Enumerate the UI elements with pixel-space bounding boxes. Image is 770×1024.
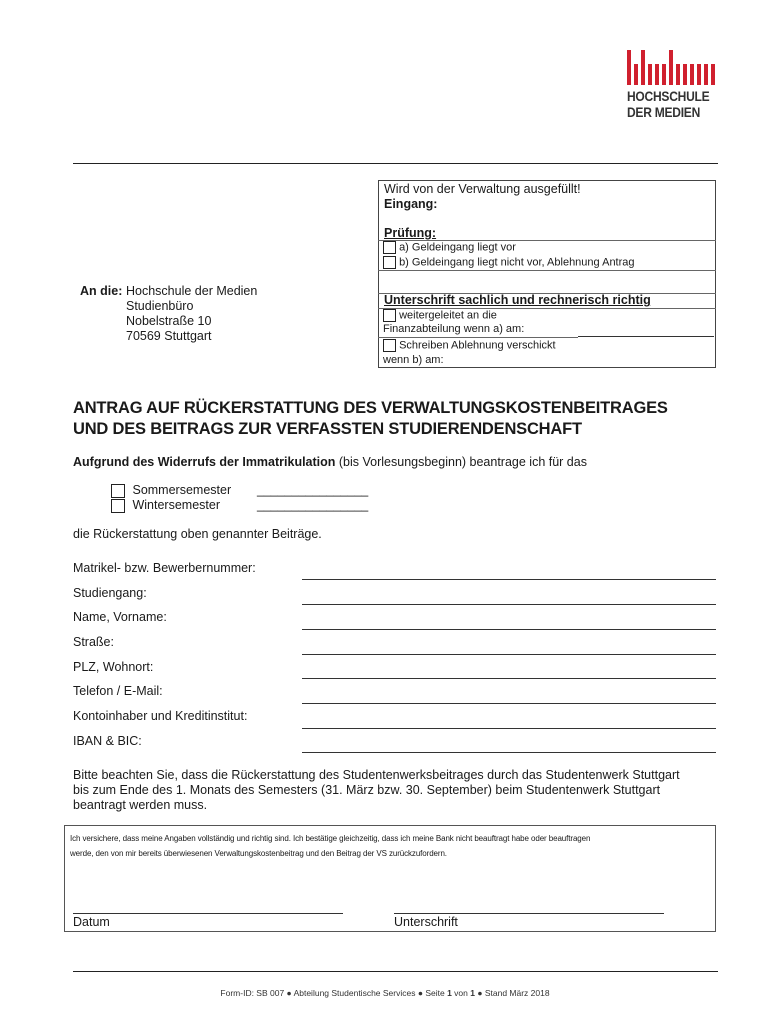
forward-date-line	[578, 336, 714, 337]
notice-line3: beantragt werden muss.	[73, 798, 208, 812]
winter-checkbox[interactable]	[111, 499, 125, 513]
field-input-strasse[interactable]	[302, 654, 716, 655]
forward-line1: weitergeleitet an die	[399, 309, 497, 322]
intro-text	[73, 455, 587, 469]
field-label-matrikel: Matrikel- bzw. Bewerbernummer:	[73, 561, 256, 575]
refund-text: die Rückerstattung oben genannter Beiträge.	[73, 527, 322, 541]
forward-row	[383, 309, 497, 322]
header-divider	[73, 163, 718, 164]
field-label-strasse: Straße:	[73, 635, 114, 649]
signature-heading: Unterschrift sachlich und rechnerisch richtig	[384, 293, 651, 307]
semester-row-summer	[111, 483, 231, 498]
declaration-text	[70, 831, 590, 861]
address-line: Studienbüro	[126, 299, 194, 313]
pruefung-label: Prüfung:	[384, 226, 437, 240]
field-label-kontoinhaber: Kontoinhaber und Kreditinstitut:	[73, 709, 248, 723]
unterschrift-line[interactable]	[394, 913, 664, 914]
address-label: An die:	[80, 284, 123, 298]
intro-bold: Aufgrund des Widerrufs der Immatrikulation	[73, 455, 336, 469]
hdm-logo-bars	[627, 48, 715, 86]
summer-label: Sommersemester	[132, 483, 232, 497]
option-a-label: a) Geldeingang liegt vor	[399, 241, 516, 254]
notice-line1: Bitte beachten Sie, dass die Rückerstattung des Studentenwerksbeitrages durch das Studentenwerk Stuttgart	[73, 768, 680, 782]
address-line: 70569 Stuttgart	[126, 329, 212, 343]
admin-divider-5	[378, 337, 578, 338]
admin-divider-2	[378, 270, 716, 271]
notice-text	[73, 768, 680, 813]
option-b-checkbox[interactable]	[383, 256, 396, 269]
field-input-telefon[interactable]	[302, 703, 716, 704]
reject-checkbox[interactable]	[383, 339, 396, 352]
logo-text-line2: DER MEDIEN	[627, 104, 701, 120]
field-input-kontoinhaber[interactable]	[302, 728, 716, 729]
page-title	[73, 398, 668, 440]
field-label-iban: IBAN & BIC:	[73, 734, 142, 748]
summer-checkbox[interactable]	[111, 484, 125, 498]
semester-row-winter	[111, 498, 220, 513]
footer-part1: Form-ID: SB 007 ● Abteilung Studentische Services ● Seite	[220, 988, 448, 998]
footer-total: 1	[470, 988, 475, 998]
option-a-row	[383, 241, 516, 254]
forward-checkbox[interactable]	[383, 309, 396, 322]
reject-line1: Schreiben Ablehnung verschickt	[399, 339, 556, 352]
address-line: Hochschule der Medien	[126, 284, 258, 298]
winter-year-blank[interactable]: ________________	[257, 498, 369, 512]
forward-line2: Finanzabteilung wenn a) am:	[383, 323, 525, 335]
declaration-line1: Ich versichere, dass meine Angaben vollständig und richtig sind. Ich bestätige gleichzeitig, dass ich meine Bank nicht beauftragt habe oder beauftragen	[70, 834, 591, 843]
field-label-studiengang: Studiengang:	[73, 586, 147, 600]
footer-page: 1	[447, 988, 452, 998]
notice-line2: bis zum Ende des 1. Monats des Semesters (31. März bzw. 30. September) beim Studentenwerk Stuttgart	[73, 783, 661, 797]
footer-divider	[73, 971, 718, 972]
address-block	[126, 284, 257, 344]
footer-part2: von	[451, 988, 471, 998]
option-a-checkbox[interactable]	[383, 241, 396, 254]
footer-part3: ● Stand März 2018	[474, 988, 550, 998]
option-b-label: b) Geldeingang liegt nicht vor, Ablehnung Antrag	[399, 256, 635, 269]
intro-rest: (bis Vorlesungsbeginn) beantrage ich für das	[335, 455, 587, 469]
hdm-logo	[627, 48, 717, 123]
datum-line[interactable]	[73, 913, 343, 914]
declaration-line2: werde, den von mir bereits überwiesenen Verwaltungskostenbeitrag und den Beitrag der VS zurückzufordern.	[70, 849, 447, 858]
summer-year-blank[interactable]: ________________	[257, 483, 369, 497]
datum-label: Datum	[73, 915, 110, 929]
option-b-row	[383, 256, 635, 269]
field-label-telefon: Telefon / E-Mail:	[73, 684, 163, 698]
field-input-studiengang[interactable]	[302, 604, 716, 605]
reject-row	[383, 339, 556, 352]
address-line: Nobelstraße 10	[126, 314, 212, 328]
logo-text-line1: HOCHSCHULE	[627, 88, 710, 104]
footer-text	[0, 988, 770, 998]
reject-line2: wenn b) am:	[383, 354, 444, 366]
winter-label: Wintersemester	[132, 498, 221, 512]
admin-box-header: Wird von der Verwaltung ausgefüllt!	[384, 182, 581, 196]
field-input-iban[interactable]	[302, 752, 716, 753]
field-input-name[interactable]	[302, 629, 716, 630]
unterschrift-label: Unterschrift	[394, 915, 458, 929]
title-line2: UND DES BEITRAGS ZUR VERFASSTEN STUDIERENDENSCHAFT	[73, 420, 582, 438]
field-label-name: Name, Vorname:	[73, 610, 167, 624]
field-input-plz[interactable]	[302, 678, 716, 679]
field-label-plz: PLZ, Wohnort:	[73, 660, 154, 674]
field-input-matrikel[interactable]	[302, 579, 716, 580]
title-line1: ANTRAG AUF RÜCKERSTATTUNG DES VERWALTUNGSKOSTENBEITRAGES	[73, 399, 668, 417]
eingang-label: Eingang:	[384, 197, 438, 211]
